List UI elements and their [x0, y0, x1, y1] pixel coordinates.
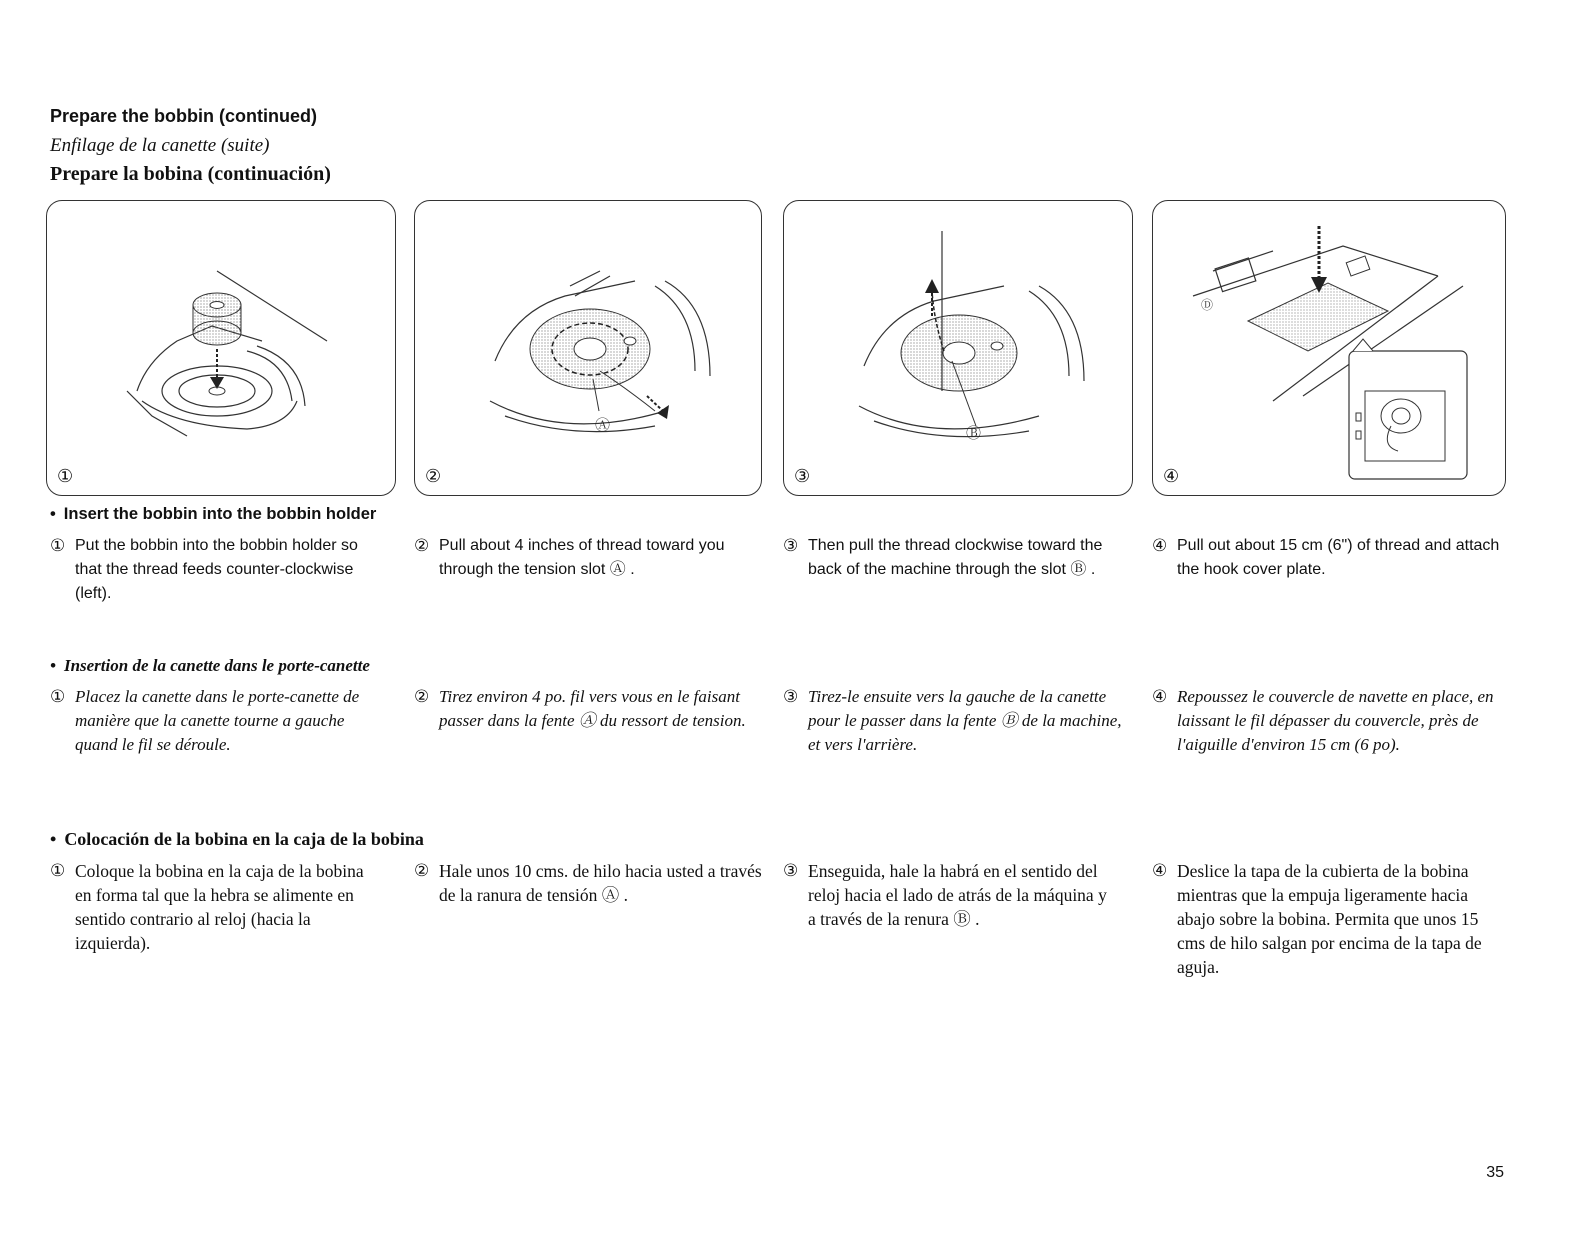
step-text: Then pull the thread clockwise toward the back of the machine through the slot Ⓑ .	[808, 537, 1103, 578]
step-text: Put the bobbin into the bobbin holder so that the thread feeds counter-clockwise (left).	[75, 537, 358, 602]
step-number: ①	[50, 861, 66, 881]
step-number: ②	[414, 687, 430, 707]
step-text: Repoussez le couvercle de navette en place, en laissant le fil dépasser du couvercle, près de l'aiguille d'environ 15 cm (6 po).	[1177, 687, 1494, 754]
step-fr-2	[414, 685, 754, 733]
section-heading-spanish	[50, 829, 424, 850]
step-en-1	[50, 534, 386, 606]
step-number: ③	[783, 861, 799, 881]
panel-number-1: ①	[57, 466, 74, 487]
step-fr-3	[783, 685, 1129, 757]
step-text: Tirez-le ensuite vers la gauche de la canette pour le passer dans la fente Ⓑ de la machine, et vers l'arrière.	[808, 687, 1122, 754]
step-text: Deslice la tapa de la cubierta de la bobina mientras que la empuja ligeramente hacia abajo sobre la bobina. Permita que unos 15 cms de hilo salgan por encima de la tapa de aguja.	[1177, 861, 1482, 977]
step-text: Pull about 4 inches of thread toward you through the tension slot Ⓐ .	[439, 537, 725, 578]
thread-clockwise-illustration	[784, 201, 1133, 496]
step-number: ③	[783, 536, 799, 556]
hook-cover-plate-illustration	[1153, 201, 1506, 496]
step-text: Enseguida, hale la habrá en el sentido del reloj hacia el lado de atrás de la máquina y a través de la renura Ⓑ .	[808, 861, 1107, 929]
step-number: ②	[414, 861, 430, 881]
illustration-panel-4	[1152, 200, 1506, 496]
illustration-panel-3	[783, 200, 1133, 496]
step-es-1	[50, 859, 375, 955]
panel-number-4: ④	[1163, 466, 1180, 487]
heading-text: Insertion de la canette dans le porte-canette	[63, 656, 370, 675]
step-number: ④	[1152, 687, 1168, 707]
heading-text: Insert the bobbin into the bobbin holder	[63, 505, 377, 523]
title-spanish: Prepare la bobina (continuación)	[50, 163, 331, 185]
step-en-2	[414, 534, 762, 582]
step-number: ④	[1152, 536, 1168, 556]
step-text: Pull out about 15 cm (6") of thread and attach the hook cover plate.	[1177, 537, 1500, 578]
step-en-3	[783, 534, 1129, 582]
step-number: ②	[414, 536, 430, 556]
bullet: •	[50, 505, 56, 523]
panel-number-2: ②	[425, 466, 442, 487]
title-english: Prepare the bobbin (continued)	[50, 106, 318, 126]
section-heading-english	[50, 505, 376, 524]
step-en-4	[1152, 534, 1506, 582]
svg-text:Ⓓ: Ⓓ	[1201, 298, 1214, 312]
step-fr-4	[1152, 685, 1502, 757]
bullet: •	[50, 829, 57, 849]
step-number: ③	[783, 687, 799, 707]
step-es-3	[783, 859, 1113, 931]
step-fr-1	[50, 685, 380, 757]
step-text: Hale unos 10 cms. de hilo hacia usted a través de la ranura de tensión Ⓐ .	[439, 861, 762, 905]
step-es-2	[414, 859, 762, 907]
step-text: Placez la canette dans le porte-canette de manière que la canette tourne a gauche quand le fil se déroule.	[75, 687, 360, 754]
step-text: Coloque la bobina en la caja de la bobina en forma tal que la hebra se alimente en sentido contrario al reloj (hacia la izquierda).	[75, 861, 364, 953]
step-es-4	[1152, 859, 1482, 979]
slot-a-label: Ⓐ	[595, 416, 611, 434]
step-text: Tirez environ 4 po. fil vers vous en le faisant passer dans la fente Ⓐ du ressort de tension.	[439, 687, 746, 730]
title-french: Enfilage de la canette (suite)	[50, 135, 270, 156]
tension-slot-illustration	[415, 201, 762, 496]
illustration-panel-1	[46, 200, 396, 496]
section-heading-french	[50, 656, 370, 676]
bobbin-insert-illustration	[47, 201, 396, 496]
bullet: •	[50, 656, 56, 675]
heading-text: Colocación de la bobina en la caja de la bobina	[64, 829, 424, 849]
panel-number-3: ③	[794, 466, 811, 487]
step-number: ①	[50, 536, 66, 556]
slot-b-label: Ⓑ	[966, 424, 982, 442]
step-number: ④	[1152, 861, 1168, 881]
step-number: ①	[50, 687, 66, 707]
page-number: 35	[1486, 1164, 1504, 1181]
illustration-panel-2	[414, 200, 762, 496]
